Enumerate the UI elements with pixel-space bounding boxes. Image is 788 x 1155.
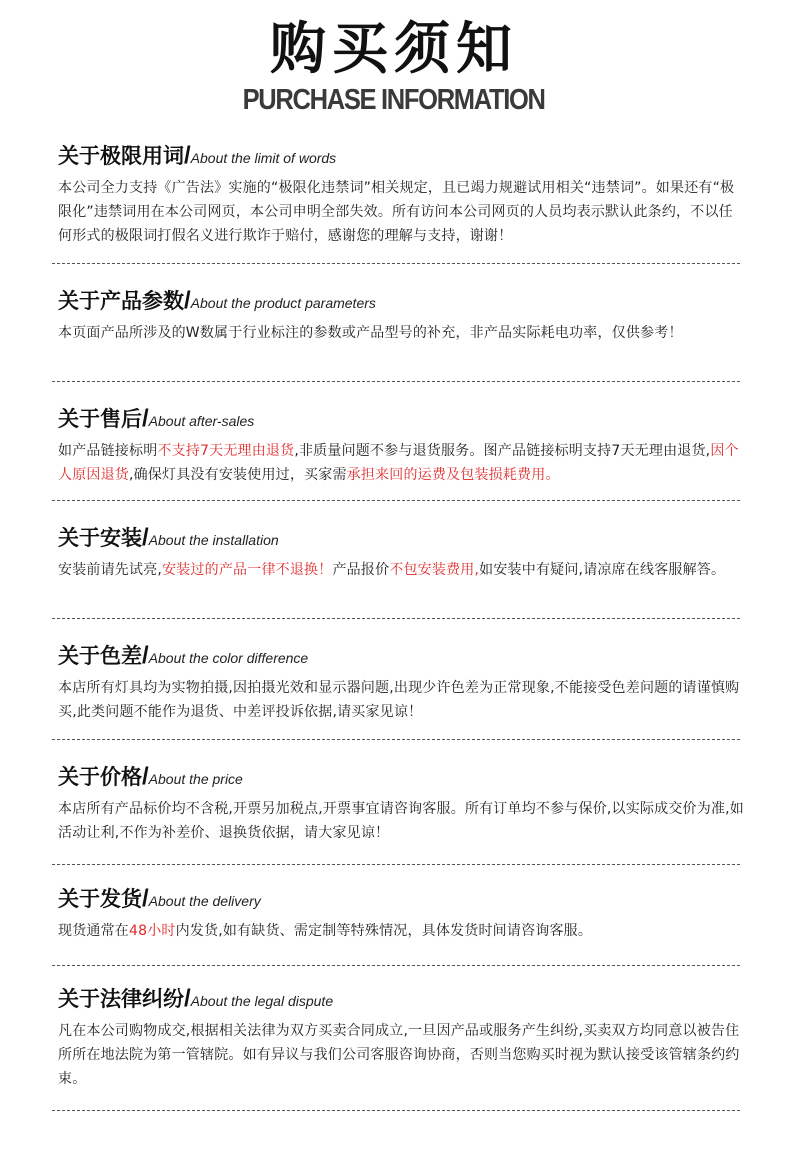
highlight-text: 不支持7天无理由退货 — [157, 443, 295, 459]
highlight-text: 承担来回的运费及包装损耗费用。 — [346, 467, 560, 483]
body-text: 本店所有灯具均为实物拍摄,因拍摄光效和显示器问题,出现少许色差为正常现象,不能接受色差问题的请谨慎购买,此类问题不能作为退货、中差评投诉依据,请买家见谅！ — [58, 680, 740, 720]
section-title-en: About the delivery — [148, 893, 261, 909]
highlight-text: 因个人原因退货 — [58, 443, 739, 483]
section-title-en: About the price — [148, 771, 243, 787]
section-title-slash: / — [184, 287, 191, 314]
body-text: 如产品链接标明 — [58, 443, 158, 459]
page-title-en: PURCHASE INFORMATION — [242, 84, 546, 116]
section-body — [58, 676, 746, 724]
dashed-divider — [52, 263, 740, 264]
body-text: 如安装中有疑问,请凉席在线客服解答。 — [479, 562, 726, 578]
section-5 — [58, 642, 748, 724]
body-text: ,非质量问题不参与退货服务。图产品链接标明支持7天无理由退货, — [294, 443, 711, 459]
section-body — [58, 558, 746, 582]
section-title-cn: 关于安装 — [58, 526, 142, 550]
body-text: 本店所有产品标价均不含税,开票另加税点,开票事宜请咨询客服。所有订单均不参与保价,以实际成交价为准,如活动让利,不作为补差价、退换货依据，请大家见谅！ — [58, 801, 744, 841]
section-title-slash: / — [184, 985, 191, 1012]
section-title-slash: / — [142, 405, 149, 432]
section-6 — [58, 763, 748, 845]
section-2 — [58, 287, 748, 345]
body-text: 现货通常在 — [58, 923, 129, 939]
section-title-cn: 关于发货 — [58, 887, 142, 911]
section-heading — [58, 524, 748, 554]
section-title-slash: / — [184, 142, 191, 169]
section-4 — [58, 524, 748, 582]
highlight-text: 48小时 — [129, 923, 176, 939]
section-heading — [58, 142, 748, 172]
section-3 — [58, 405, 748, 487]
dashed-divider — [52, 965, 740, 966]
section-title-cn: 关于色差 — [58, 644, 142, 668]
body-text: 产品报价 — [332, 562, 390, 578]
body-text: 凡在本公司购物成交,根据相关法律为双方买卖合同成立,一旦因产品或服务产生纠纷,买卖双方均同意以被告住所所在地法院为第一管辖院。如有异议与我们公司客服咨询协商，否则当您购买时视为默认接受该管辖条约约束。 — [58, 1023, 740, 1087]
dashed-divider — [52, 381, 740, 382]
section-title-cn: 关于极限用词 — [58, 144, 184, 168]
section-body — [58, 321, 746, 345]
section-title-en: About the product parameters — [190, 295, 376, 311]
section-title-slash: / — [142, 524, 149, 551]
section-title-cn: 关于产品参数 — [58, 289, 184, 313]
section-title-cn: 关于法律纠纷 — [58, 987, 184, 1011]
section-heading — [58, 763, 748, 793]
section-body — [58, 919, 746, 943]
section-title-slash: / — [142, 885, 149, 912]
page-header — [0, 18, 788, 116]
section-title-slash: / — [142, 763, 149, 790]
section-heading — [58, 642, 748, 672]
section-7 — [58, 885, 748, 943]
section-body — [58, 1019, 746, 1091]
section-heading — [58, 885, 748, 915]
body-text: 安装前请先试亮, — [58, 562, 163, 578]
dashed-divider — [52, 1110, 740, 1111]
section-heading — [58, 405, 748, 435]
highlight-text: 安装过的产品一律不退换！ — [162, 562, 333, 578]
section-heading — [58, 287, 748, 317]
section-body — [58, 439, 746, 487]
section-title-en: About the limit of words — [190, 150, 337, 166]
section-8 — [58, 985, 748, 1091]
section-title-en: About after-sales — [148, 413, 255, 429]
body-text: 本页面产品所涉及的W数属于行业标注的参数或产品型号的补充，非产品实际耗电功率，仅供参考！ — [58, 325, 683, 341]
section-1 — [58, 142, 748, 248]
dashed-divider — [52, 618, 740, 619]
dashed-divider — [52, 739, 740, 740]
page-title-cn: 购买须知 — [270, 17, 518, 82]
section-title-cn: 关于售后 — [58, 407, 142, 431]
section-title-en: About the color difference — [148, 650, 309, 666]
section-body — [58, 797, 746, 845]
section-heading — [58, 985, 748, 1015]
body-text: 内发货,如有缺货、需定制等特殊情况，具体发货时间请咨询客服。 — [175, 923, 593, 939]
highlight-text: 不包安装费用, — [389, 562, 480, 578]
section-body — [58, 176, 746, 248]
body-text: ,确保灯具没有安装使用过，买家需 — [129, 467, 347, 483]
section-title-en: About the installation — [148, 532, 279, 548]
section-title-cn: 关于价格 — [58, 765, 142, 789]
dashed-divider — [52, 864, 740, 865]
section-title-slash: / — [142, 642, 149, 669]
section-title-en: About the legal dispute — [190, 993, 334, 1009]
body-text: 本公司全力支持《广告法》实施的“极限化违禁词”相关规定，且已竭力规避试用相关“违禁词”。如果还有“极限化”违禁词用在本公司网页，本公司申明全部失效。所有访问本公司网页的人员均表示默认此条约，不以任何形式的极限词打假名义进行欺诈于赔付，感谢您的理解与支持，谢谢！ — [58, 180, 735, 244]
dashed-divider — [52, 500, 740, 501]
